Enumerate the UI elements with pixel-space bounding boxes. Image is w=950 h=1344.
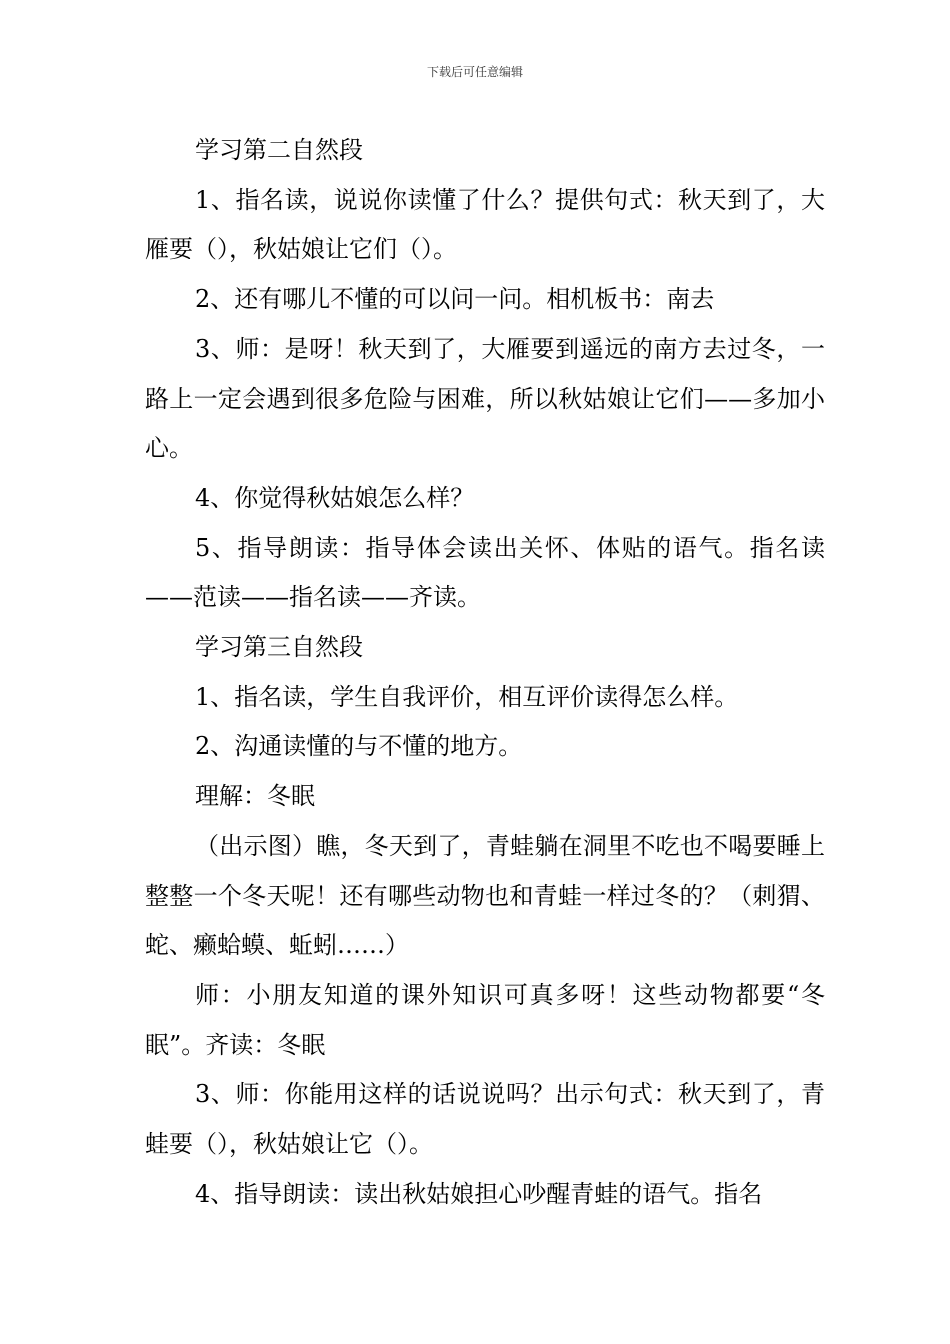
body-paragraph: 5、指导朗读：指导体会读出关怀、体贴的语气。指名读——范读——指名读——齐读。 [145,533,825,612]
body-paragraph: 1、指名读，学生自我评价，相互评价读得怎么样。 [195,682,739,711]
section-heading-paragraph-3: 学习第三自然段 [195,633,363,662]
body-paragraph: 理解：冬眠 [195,782,315,811]
body-paragraph: 4、你觉得秋姑娘怎么样？ [195,483,475,512]
body-paragraph: 2、还有哪儿不懂的可以问一问。相机板书：南去 [195,285,715,314]
body-paragraph: （出示图）瞧，冬天到了，青蛙躺在洞里不吃也不喝要睡上整整一个冬天呢！还有哪些动物也和青蛙一样过冬的？（刺猬、蛇、癞蛤蟆、蚯蚓……） [145,831,825,960]
body-paragraph: 3、师：是呀！秋天到了，大雁要到遥远的南方去过冬，一路上一定会遇到很多危险与困难，所以秋姑娘让它们——多加小心。 [145,334,825,463]
document-body [145,126,825,1219]
body-paragraph: 2、沟通读懂的与不懂的地方。 [195,732,523,761]
section-heading-paragraph-2: 学习第二自然段 [195,136,363,164]
page-header-note: 下载后可任意编辑 [426,65,523,79]
body-paragraph: 4、指导朗读：读出秋姑娘担心吵醒青蛙的语气。指名 [195,1179,763,1208]
body-paragraph: 1、指名读，说说你读懂了什么？提供句式：秋天到了，大雁要（），秋姑娘让它们（）。 [145,185,825,264]
body-paragraph: 3、师：你能用这样的话说说吗？出示句式：秋天到了，青蛙要（），秋姑娘让它（）。 [145,1080,825,1159]
body-paragraph: 师：小朋友知道的课外知识可真多呀！这些动物都要“冬眠”。齐读：冬眠 [145,980,825,1059]
